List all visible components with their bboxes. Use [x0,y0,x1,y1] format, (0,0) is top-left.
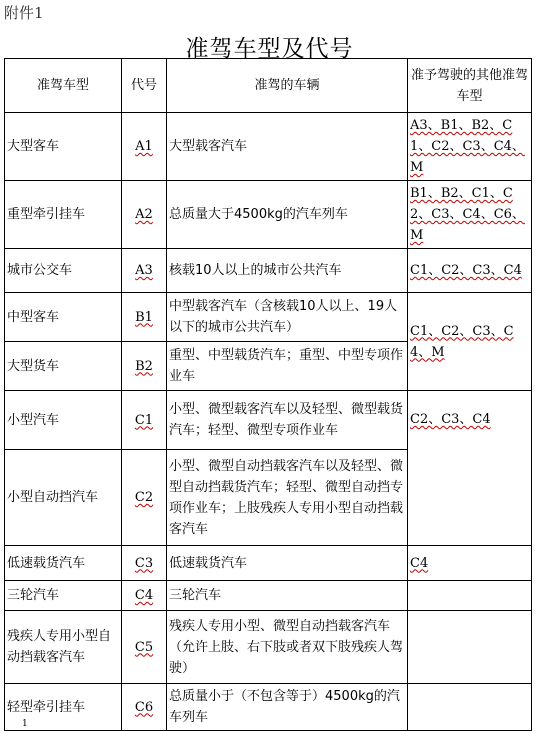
code-cell: A3 [122,249,167,293]
allowed-cell: C1、C2、C3、C4、M [408,293,532,391]
type-cell: 小型自动挡汽车 [5,450,122,546]
vehicles-cell: 残疾人专用小型、微型自动挡载客汽车（允许上肢、右下肢或者双下肢残疾人驾驶） [167,611,408,684]
table-row [5,249,532,293]
table-row [5,391,532,450]
allowed-cell: C1、C2、C3、C4 [408,249,532,293]
code-cell: C1 [122,391,167,450]
type-cell: 大型客车 [5,113,122,181]
allowed-cell [408,611,532,684]
vehicles-cell: 大型载客汽车 [167,113,408,181]
type-cell: 三轮汽车 [5,581,122,611]
allowed-cell: A3、B1、B2、C1、C2、C3、C4、M [408,113,532,181]
license-class-table [4,58,532,731]
table-row [5,581,532,611]
table-row [5,684,532,731]
type-cell: 低速载货汽车 [5,546,122,581]
vehicles-cell: 小型、微型载客汽车以及轻型、微型载货汽车；轻型、微型专项作业车 [167,391,408,450]
table-row [5,546,532,581]
code-cell: C5 [122,611,167,684]
code-cell: C6 [122,684,167,731]
code-cell: C3 [122,546,167,581]
vehicles-cell: 低速载货汽车 [167,546,408,581]
vehicles-cell: 三轮汽车 [167,581,408,611]
code-cell: A2 [122,181,167,249]
code-cell: A1 [122,113,167,181]
vehicles-cell: 小型、微型自动挡载客汽车以及轻型、微型自动挡载货汽车；轻型、微型自动挡专项作业车；上肢残疾人专用小型自动挡载客汽车 [167,450,408,546]
allowed-cell: B1、B2、C1、C2、C3、C4、C6、M [408,181,532,249]
code-cell: C4 [122,581,167,611]
code-cell: B2 [122,342,167,391]
allowed-cell: C2、C3、C4 [408,391,532,546]
type-cell: 残疾人专用小型自动挡载客汽车 [5,611,122,684]
code-cell: B1 [122,293,167,342]
table-row [5,181,532,249]
code-cell: C2 [122,450,167,546]
vehicles-cell: 核载10人以上的城市公共汽车 [167,249,408,293]
type-cell: 重型牵引挂车 [5,181,122,249]
page-number: 1 [22,719,28,729]
allowed-cell: C4 [408,546,532,581]
vehicles-cell: 总质量大于4500kg的汽车列车 [167,181,408,249]
table-row [5,113,532,181]
vehicles-cell: 中型载客汽车（含核载10人以上、19人以下的城市公共汽车） [167,293,408,342]
type-cell: 中型客车 [5,293,122,342]
type-cell: 城市公交车 [5,249,122,293]
column-header-vehicles: 准驾的车辆 [167,59,408,113]
type-cell: 小型汽车 [5,391,122,450]
vehicles-cell: 总质量小于（不包含等于）4500kg的汽车列车 [167,684,408,731]
page-title: 准驾车型及代号 [185,36,354,62]
vehicles-cell: 重型、中型载货汽车；重型、中型专项作业车 [167,342,408,391]
table-row [5,611,532,684]
allowed-cell [408,581,532,611]
attachment-label: 附件1 [4,4,44,22]
table-row [5,293,532,342]
allowed-cell [408,684,532,731]
column-header-type: 准驾车型 [5,59,122,113]
column-header-allowed: 准予驾驶的其他准驾车型 [408,59,532,113]
type-cell: 大型货车 [5,342,122,391]
type-cell: 轻型牵引挂车 [5,684,122,731]
table-header-row [5,59,532,113]
column-header-code: 代号 [122,59,167,113]
